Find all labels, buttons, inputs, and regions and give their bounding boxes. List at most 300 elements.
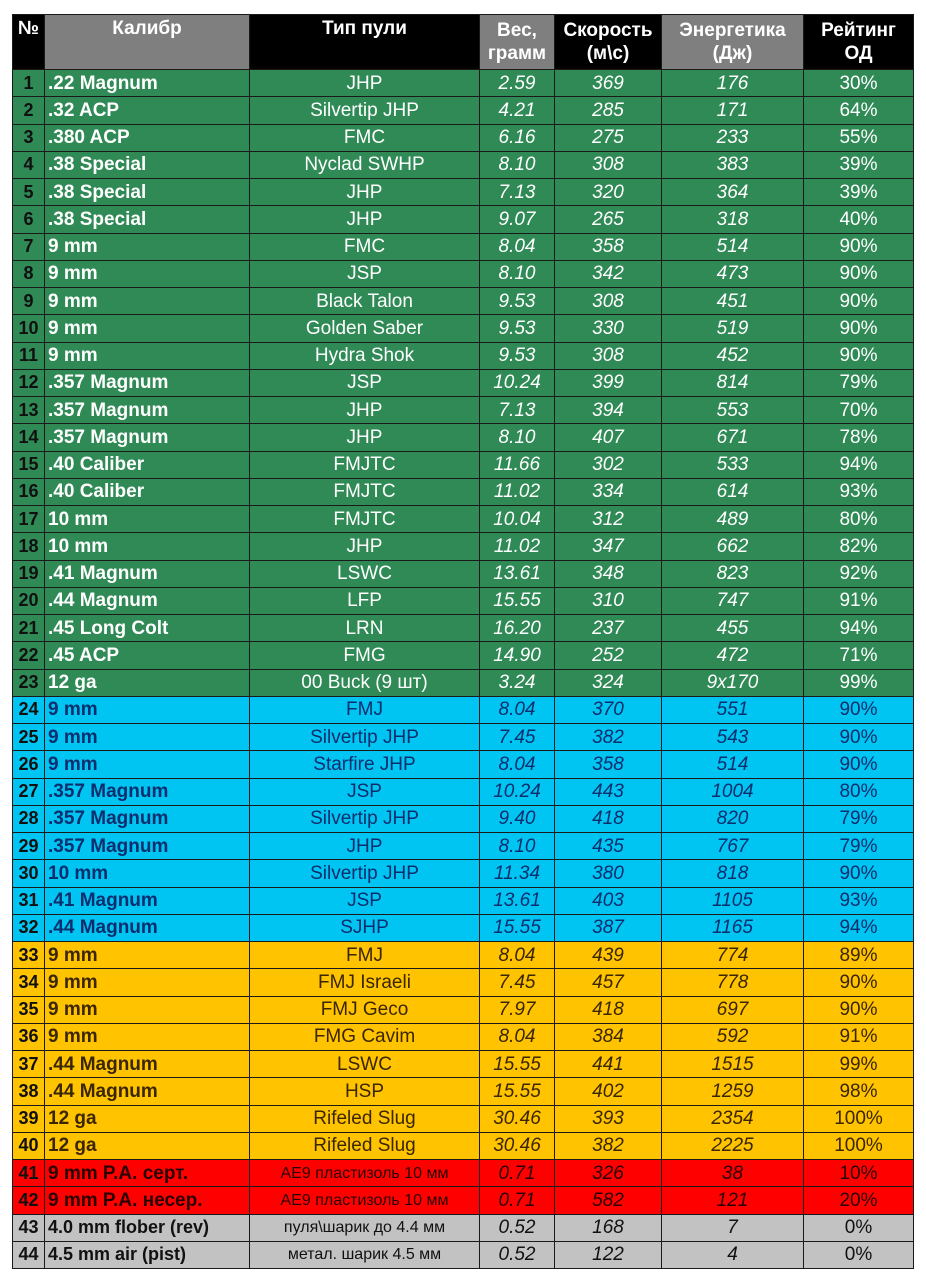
ammo-table	[12, 14, 914, 1269]
cell-speed: 308	[555, 151, 662, 178]
cell-bullet-type: Hydra Shok	[250, 342, 480, 369]
cell-rating: 90%	[804, 342, 914, 369]
cell-caliber: 9 mm	[45, 315, 250, 342]
cell-bullet-type: Silvertip JHP	[250, 805, 480, 832]
table-row	[13, 1160, 914, 1187]
cell-bullet-type: JHP	[250, 206, 480, 233]
cell-number: 2	[13, 97, 45, 124]
cell-number: 10	[13, 315, 45, 342]
cell-weight: 10.24	[480, 778, 555, 805]
cell-number: 44	[13, 1241, 45, 1268]
cell-weight: 16.20	[480, 615, 555, 642]
cell-number: 39	[13, 1105, 45, 1132]
cell-speed: 435	[555, 833, 662, 860]
cell-rating: 90%	[804, 751, 914, 778]
cell-weight: 11.02	[480, 478, 555, 505]
cell-caliber: 9 mm	[45, 288, 250, 315]
table-row	[13, 1132, 914, 1159]
cell-energy: 473	[662, 260, 804, 287]
cell-number: 13	[13, 397, 45, 424]
cell-caliber: .357 Magnum	[45, 369, 250, 396]
cell-bullet-type: Black Talon	[250, 288, 480, 315]
cell-energy: 820	[662, 805, 804, 832]
cell-speed: 402	[555, 1078, 662, 1105]
cell-caliber: 4.5 mm air (pist)	[45, 1241, 250, 1268]
cell-number: 31	[13, 887, 45, 914]
cell-energy: 1165	[662, 914, 804, 941]
cell-weight: 8.10	[480, 833, 555, 860]
cell-energy: 671	[662, 424, 804, 451]
cell-speed: 308	[555, 288, 662, 315]
table-row	[13, 315, 914, 342]
cell-bullet-type: FMJ Israeli	[250, 969, 480, 996]
cell-weight: 7.45	[480, 724, 555, 751]
cell-energy: 697	[662, 996, 804, 1023]
table-row	[13, 1214, 914, 1241]
cell-caliber: 9 mm	[45, 342, 250, 369]
cell-rating: 90%	[804, 996, 914, 1023]
table-row	[13, 260, 914, 287]
cell-speed: 320	[555, 179, 662, 206]
cell-bullet-type: 00 Buck (9 шт)	[250, 669, 480, 696]
table-row	[13, 751, 914, 778]
cell-caliber: .45 Long Colt	[45, 615, 250, 642]
cell-caliber: 12 ga	[45, 1105, 250, 1132]
cell-weight: 11.02	[480, 533, 555, 560]
table-row	[13, 887, 914, 914]
cell-bullet-type: JSP	[250, 260, 480, 287]
cell-weight: 15.55	[480, 1051, 555, 1078]
cell-rating: 10%	[804, 1160, 914, 1187]
table-row	[13, 369, 914, 396]
cell-energy: 767	[662, 833, 804, 860]
cell-speed: 308	[555, 342, 662, 369]
cell-caliber: .44 Magnum	[45, 1078, 250, 1105]
cell-bullet-type: АЕ9 пластизоль 10 мм	[250, 1187, 480, 1214]
table-row	[13, 179, 914, 206]
cell-weight: 0.52	[480, 1241, 555, 1268]
header-rating	[804, 15, 914, 70]
cell-rating: 90%	[804, 969, 914, 996]
cell-weight: 8.10	[480, 424, 555, 451]
cell-number: 28	[13, 805, 45, 832]
cell-bullet-type: FMJTC	[250, 506, 480, 533]
cell-rating: 91%	[804, 587, 914, 614]
table-row	[13, 778, 914, 805]
cell-number: 9	[13, 288, 45, 315]
cell-number: 8	[13, 260, 45, 287]
cell-energy: 747	[662, 587, 804, 614]
cell-bullet-type: FMJTC	[250, 478, 480, 505]
table-row	[13, 914, 914, 941]
table-header	[13, 15, 914, 70]
cell-bullet-type: FMJTC	[250, 451, 480, 478]
cell-number: 20	[13, 587, 45, 614]
cell-caliber: 4.0 mm flober (rev)	[45, 1214, 250, 1241]
cell-bullet-type: метал. шарик 4.5 мм	[250, 1241, 480, 1268]
cell-bullet-type: АЕ9 пластизоль 10 мм	[250, 1160, 480, 1187]
cell-weight: 13.61	[480, 887, 555, 914]
cell-weight: 7.97	[480, 996, 555, 1023]
cell-number: 7	[13, 233, 45, 260]
cell-energy: 383	[662, 151, 804, 178]
header-energy-line1: Энергетика	[679, 20, 786, 41]
cell-rating: 79%	[804, 805, 914, 832]
cell-number: 35	[13, 996, 45, 1023]
cell-number: 41	[13, 1160, 45, 1187]
cell-weight: 15.55	[480, 587, 555, 614]
cell-caliber: .38 Special	[45, 151, 250, 178]
cell-number: 21	[13, 615, 45, 642]
cell-weight: 0.71	[480, 1187, 555, 1214]
cell-rating: 90%	[804, 233, 914, 260]
cell-number: 42	[13, 1187, 45, 1214]
cell-number: 32	[13, 914, 45, 941]
cell-caliber: 9 mm	[45, 996, 250, 1023]
header-bullet-type: Тип пули	[250, 15, 480, 70]
cell-weight: 30.46	[480, 1132, 555, 1159]
table-row	[13, 1023, 914, 1050]
cell-speed: 399	[555, 369, 662, 396]
table-row	[13, 70, 914, 97]
cell-number: 11	[13, 342, 45, 369]
cell-weight: 2.59	[480, 70, 555, 97]
cell-number: 23	[13, 669, 45, 696]
cell-number: 17	[13, 506, 45, 533]
table-row	[13, 969, 914, 996]
cell-caliber: 12 ga	[45, 1132, 250, 1159]
cell-bullet-type: LSWC	[250, 560, 480, 587]
cell-bullet-type: LSWC	[250, 1051, 480, 1078]
cell-energy: 662	[662, 533, 804, 560]
cell-rating: 89%	[804, 942, 914, 969]
table-row	[13, 206, 914, 233]
cell-energy: 1105	[662, 887, 804, 914]
table-row	[13, 288, 914, 315]
cell-rating: 78%	[804, 424, 914, 451]
cell-caliber: .22 Magnum	[45, 70, 250, 97]
cell-energy: 519	[662, 315, 804, 342]
cell-caliber: .40 Caliber	[45, 478, 250, 505]
cell-speed: 326	[555, 1160, 662, 1187]
cell-weight: 11.66	[480, 451, 555, 478]
cell-number: 30	[13, 860, 45, 887]
cell-number: 33	[13, 942, 45, 969]
table-row	[13, 805, 914, 832]
cell-weight: 7.45	[480, 969, 555, 996]
cell-bullet-type: JHP	[250, 70, 480, 97]
cell-caliber: .41 Magnum	[45, 887, 250, 914]
cell-speed: 275	[555, 124, 662, 151]
cell-bullet-type: JHP	[250, 424, 480, 451]
cell-bullet-type: SJHP	[250, 914, 480, 941]
cell-number: 38	[13, 1078, 45, 1105]
cell-rating: 0%	[804, 1214, 914, 1241]
table-row	[13, 560, 914, 587]
table-row	[13, 1187, 914, 1214]
cell-rating: 64%	[804, 97, 914, 124]
cell-rating: 90%	[804, 260, 914, 287]
cell-caliber: 9 mm	[45, 696, 250, 723]
cell-bullet-type: HSP	[250, 1078, 480, 1105]
cell-caliber: .38 Special	[45, 206, 250, 233]
cell-bullet-type: Nyclad SWHP	[250, 151, 480, 178]
cell-speed: 168	[555, 1214, 662, 1241]
cell-bullet-type: Rifeled Slug	[250, 1105, 480, 1132]
cell-number: 14	[13, 424, 45, 451]
ammo-table-container	[12, 14, 913, 1269]
cell-bullet-type: JHP	[250, 179, 480, 206]
table-row	[13, 506, 914, 533]
cell-speed: 252	[555, 642, 662, 669]
header-speed-line2: (м\с)	[586, 43, 630, 64]
cell-speed: 441	[555, 1051, 662, 1078]
cell-energy: 823	[662, 560, 804, 587]
cell-energy: 451	[662, 288, 804, 315]
cell-weight: 8.04	[480, 233, 555, 260]
table-row	[13, 451, 914, 478]
cell-number: 37	[13, 1051, 45, 1078]
cell-rating: 94%	[804, 615, 914, 642]
cell-number: 43	[13, 1214, 45, 1241]
cell-caliber: .357 Magnum	[45, 424, 250, 451]
header-energy-line2: (Дж)	[712, 43, 753, 64]
cell-number: 24	[13, 696, 45, 723]
cell-speed: 382	[555, 1132, 662, 1159]
cell-speed: 394	[555, 397, 662, 424]
cell-caliber: 9 mm P.A. серт.	[45, 1160, 250, 1187]
cell-number: 16	[13, 478, 45, 505]
cell-energy: 364	[662, 179, 804, 206]
cell-number: 5	[13, 179, 45, 206]
cell-rating: 91%	[804, 1023, 914, 1050]
cell-caliber: 10 mm	[45, 533, 250, 560]
header-row	[13, 15, 914, 70]
cell-speed: 457	[555, 969, 662, 996]
cell-speed: 348	[555, 560, 662, 587]
cell-weight: 0.52	[480, 1214, 555, 1241]
cell-weight: 3.24	[480, 669, 555, 696]
table-row	[13, 424, 914, 451]
cell-weight: 8.10	[480, 151, 555, 178]
cell-rating: 0%	[804, 1241, 914, 1268]
cell-weight: 13.61	[480, 560, 555, 587]
cell-number: 27	[13, 778, 45, 805]
cell-speed: 312	[555, 506, 662, 533]
cell-bullet-type: FMC	[250, 233, 480, 260]
cell-energy: 1515	[662, 1051, 804, 1078]
table-row	[13, 942, 914, 969]
cell-weight: 8.04	[480, 942, 555, 969]
cell-energy: 543	[662, 724, 804, 751]
header-weight	[480, 15, 555, 70]
cell-speed: 285	[555, 97, 662, 124]
cell-rating: 92%	[804, 560, 914, 587]
cell-rating: 82%	[804, 533, 914, 560]
cell-rating: 93%	[804, 887, 914, 914]
cell-rating: 80%	[804, 506, 914, 533]
cell-weight: 8.04	[480, 696, 555, 723]
header-speed-line1: Скорость	[563, 20, 653, 41]
cell-number: 36	[13, 1023, 45, 1050]
cell-rating: 20%	[804, 1187, 914, 1214]
table-row	[13, 151, 914, 178]
cell-weight: 9.07	[480, 206, 555, 233]
cell-number: 40	[13, 1132, 45, 1159]
cell-caliber: 9 mm	[45, 942, 250, 969]
cell-speed: 265	[555, 206, 662, 233]
table-row	[13, 642, 914, 669]
cell-number: 26	[13, 751, 45, 778]
cell-caliber: .380 ACP	[45, 124, 250, 151]
cell-rating: 39%	[804, 179, 914, 206]
cell-speed: 418	[555, 805, 662, 832]
cell-energy: 233	[662, 124, 804, 151]
header-rating-line2: ОД	[844, 43, 873, 64]
cell-energy: 2354	[662, 1105, 804, 1132]
cell-caliber: 9 mm P.A. несер.	[45, 1187, 250, 1214]
cell-weight: 14.90	[480, 642, 555, 669]
cell-rating: 98%	[804, 1078, 914, 1105]
cell-energy: 472	[662, 642, 804, 669]
cell-rating: 79%	[804, 833, 914, 860]
cell-caliber: 9 mm	[45, 724, 250, 751]
cell-weight: 30.46	[480, 1105, 555, 1132]
cell-bullet-type: LRN	[250, 615, 480, 642]
cell-bullet-type: JSP	[250, 778, 480, 805]
cell-bullet-type: JSP	[250, 369, 480, 396]
cell-bullet-type: JHP	[250, 533, 480, 560]
cell-energy: 455	[662, 615, 804, 642]
cell-number: 29	[13, 833, 45, 860]
table-row	[13, 833, 914, 860]
cell-energy: 533	[662, 451, 804, 478]
cell-bullet-type: FMC	[250, 124, 480, 151]
cell-bullet-type: FMG	[250, 642, 480, 669]
cell-bullet-type: Silvertip JHP	[250, 97, 480, 124]
cell-weight: 7.13	[480, 179, 555, 206]
cell-energy: 489	[662, 506, 804, 533]
table-row	[13, 124, 914, 151]
cell-energy: 551	[662, 696, 804, 723]
cell-speed: 407	[555, 424, 662, 451]
table-row	[13, 1105, 914, 1132]
header-no: №	[13, 15, 45, 70]
cell-number: 25	[13, 724, 45, 751]
cell-rating: 40%	[804, 206, 914, 233]
cell-energy: 514	[662, 751, 804, 778]
cell-caliber: 10 mm	[45, 860, 250, 887]
header-energy	[662, 15, 804, 70]
table-row	[13, 1078, 914, 1105]
cell-energy: 553	[662, 397, 804, 424]
cell-rating: 90%	[804, 315, 914, 342]
cell-rating: 94%	[804, 451, 914, 478]
cell-weight: 15.55	[480, 1078, 555, 1105]
cell-caliber: .45 ACP	[45, 642, 250, 669]
cell-rating: 70%	[804, 397, 914, 424]
cell-rating: 90%	[804, 724, 914, 751]
cell-caliber: .41 Magnum	[45, 560, 250, 587]
cell-speed: 418	[555, 996, 662, 1023]
cell-caliber: .44 Magnum	[45, 1051, 250, 1078]
cell-speed: 347	[555, 533, 662, 560]
cell-bullet-type: Silvertip JHP	[250, 860, 480, 887]
cell-caliber: 10 mm	[45, 506, 250, 533]
cell-speed: 439	[555, 942, 662, 969]
table-row	[13, 996, 914, 1023]
cell-caliber: 9 mm	[45, 260, 250, 287]
cell-weight: 0.71	[480, 1160, 555, 1187]
cell-speed: 369	[555, 70, 662, 97]
cell-caliber: .40 Caliber	[45, 451, 250, 478]
cell-energy: 818	[662, 860, 804, 887]
cell-rating: 55%	[804, 124, 914, 151]
cell-bullet-type: FMJ Geco	[250, 996, 480, 1023]
cell-bullet-type: JHP	[250, 397, 480, 424]
cell-energy: 614	[662, 478, 804, 505]
cell-rating: 94%	[804, 914, 914, 941]
cell-speed: 443	[555, 778, 662, 805]
cell-speed: 302	[555, 451, 662, 478]
cell-energy: 7	[662, 1214, 804, 1241]
header-rating-line1: Рейтинг	[821, 20, 896, 41]
cell-weight: 15.55	[480, 914, 555, 941]
cell-speed: 122	[555, 1241, 662, 1268]
cell-number: 22	[13, 642, 45, 669]
cell-speed: 393	[555, 1105, 662, 1132]
cell-rating: 79%	[804, 369, 914, 396]
cell-caliber: .357 Magnum	[45, 778, 250, 805]
cell-weight: 8.04	[480, 1023, 555, 1050]
cell-bullet-type: JHP	[250, 833, 480, 860]
cell-caliber: 9 mm	[45, 969, 250, 996]
cell-rating: 90%	[804, 288, 914, 315]
table-row	[13, 397, 914, 424]
cell-caliber: .44 Magnum	[45, 587, 250, 614]
cell-rating: 30%	[804, 70, 914, 97]
cell-energy: 592	[662, 1023, 804, 1050]
cell-bullet-type: JSP	[250, 887, 480, 914]
cell-energy: 38	[662, 1160, 804, 1187]
cell-number: 34	[13, 969, 45, 996]
cell-speed: 237	[555, 615, 662, 642]
cell-speed: 403	[555, 887, 662, 914]
cell-energy: 2225	[662, 1132, 804, 1159]
table-row	[13, 1051, 914, 1078]
cell-speed: 324	[555, 669, 662, 696]
cell-rating: 93%	[804, 478, 914, 505]
table-row	[13, 860, 914, 887]
cell-number: 1	[13, 70, 45, 97]
cell-weight: 10.04	[480, 506, 555, 533]
cell-energy: 514	[662, 233, 804, 260]
cell-rating: 99%	[804, 1051, 914, 1078]
cell-energy: 1259	[662, 1078, 804, 1105]
cell-rating: 100%	[804, 1132, 914, 1159]
cell-number: 18	[13, 533, 45, 560]
table-row	[13, 587, 914, 614]
cell-caliber: .38 Special	[45, 179, 250, 206]
header-speed	[555, 15, 662, 70]
cell-rating: 80%	[804, 778, 914, 805]
cell-weight: 11.34	[480, 860, 555, 887]
cell-bullet-type: Rifeled Slug	[250, 1132, 480, 1159]
cell-energy: 814	[662, 369, 804, 396]
cell-rating: 39%	[804, 151, 914, 178]
table-row	[13, 478, 914, 505]
cell-weight: 9.53	[480, 315, 555, 342]
